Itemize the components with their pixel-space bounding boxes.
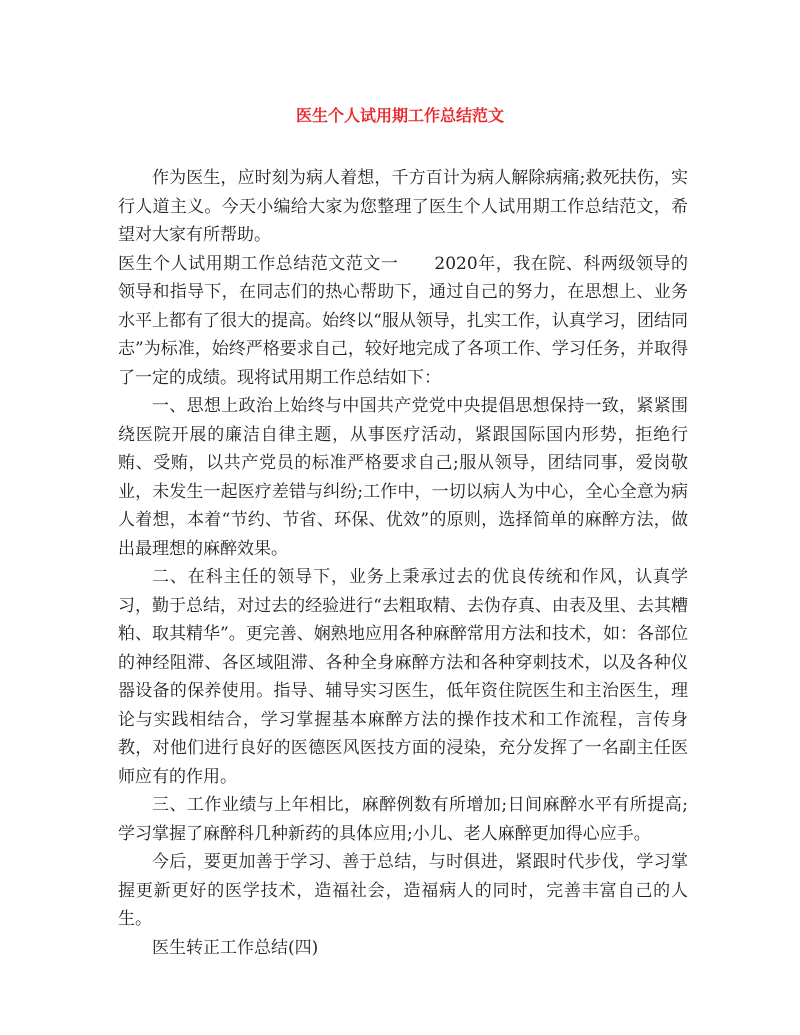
document-title: 医生个人试用期工作总结范文 [295,106,504,125]
next-section-heading: 医生转正工作总结(四) [152,937,319,958]
point-one-paragraph: 一、思想上政治上始终与中国共产党党中央提倡思想保持一致，紧紧围绕医院开展的廉洁自律主题，从事医疗活动，紧跟国际国内形势，拒绝行贿、受贿，以共产党员的标准严格要求自己;服从领导，团结同事，爱岗敬业，未发生一起医疗差错与纠纷;工作中，一切以病人为中心，全心全意为病人着想，本着“节约、节省、环保、优效”的原则，选择简单的麻醉方法，做出最理想的麻醉效果。 [118,396,688,559]
point-two-paragraph: 二、在科主任的领导下，业务上秉承过去的优良传统和作风，认真学习，勤于总结，对过去的经验进行“去粗取精、去伪存真、由表及里、去其糟粕、取其精华”。更完善、娴熟地应用各种麻醉常用方法和技术，如：各部位的神经阻滞、各区域阻滞、各种全身麻醉方法和各种穿刺技术，以及各种仪器设备的保养使用。指导、辅导实习医生，低年资住院医生和主治医生，理论与实践相结合，学习掌握基本麻醉方法的操作技术和工作流程，言传身教，对他们进行良好的医德医风医技方面的浸染，充分发挥了一名副主任医师应有的作用。 [118,567,688,787]
section-heading: 医生个人试用期工作总结范文范文一 [118,253,399,274]
section-intro: 2020年，我在院、科两级领导的领导和指导下，在同志们的热心帮助下，通过自己的努力，在思想上、业务水平上都有了很大的提高。始终以“服从领导，扎实工作，认真学习，团结同志”为标准，始终严格要求自己，较好地完成了各项工作、学习任务，并取得了一定的成绩。现将试用期工作总结如下： [118,253,688,388]
intro-paragraph: 作为医生，应时刻为病人着想，千方百计为病人解除病痛;救死扶伤，实行人道主义。今天小编给大家为您整理了医生个人试用期工作总结范文，希望对大家有所帮助。 [118,168,688,245]
section-paragraph [118,250,688,393]
document-body [118,164,688,962]
point-three-paragraph: 三、工作业绩与上年相比，麻醉例数有所增加;日间麻醉水平有所提高;学习掌握了麻醉科几种新药的具体应用;小儿、老人麻醉更加得心应手。 [118,795,688,844]
conclusion-paragraph: 今后，要更加善于学习、善于总结，与时俱进，紧跟时代步伐，学习掌握更新更好的医学技术，造福社会，造福病人的同时，完善丰富自己的人生。 [118,852,688,929]
